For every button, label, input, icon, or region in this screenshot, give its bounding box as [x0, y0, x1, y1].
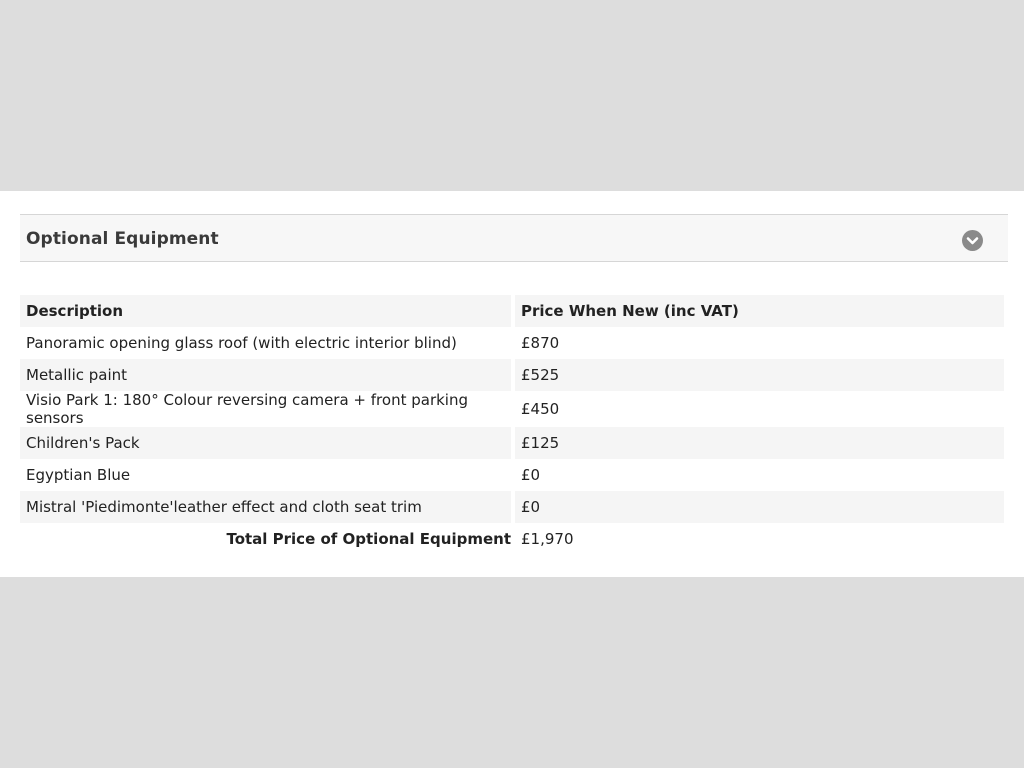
row-description: Visio Park 1: 180° Colour reversing camera + front parking sensors: [20, 391, 511, 427]
table-row: [20, 427, 1004, 459]
row-price: £125: [515, 427, 1004, 459]
row-price: £870: [515, 327, 1004, 359]
row-price: £450: [515, 391, 1004, 427]
total-row: [20, 523, 1004, 555]
section-title: Optional Equipment: [26, 229, 219, 249]
optional-equipment-header[interactable]: [20, 214, 1008, 262]
row-description: Children's Pack: [20, 427, 511, 459]
row-description: Egyptian Blue: [20, 459, 511, 491]
optional-equipment-panel: [0, 191, 1024, 577]
header-description: Description: [20, 295, 511, 327]
optional-equipment-table: [20, 295, 1004, 555]
header-price: Price When New (inc VAT): [515, 295, 1004, 327]
row-price: £0: [515, 491, 1004, 523]
table-row: [20, 391, 1004, 427]
row-price: £525: [515, 359, 1004, 391]
row-description: Panoramic opening glass roof (with electric interior blind): [20, 327, 511, 359]
total-value: £1,970: [515, 523, 1004, 555]
table-row: [20, 491, 1004, 523]
row-description: Metallic paint: [20, 359, 511, 391]
row-price: £0: [515, 459, 1004, 491]
total-label: Total Price of Optional Equipment: [20, 523, 511, 555]
table-row: [20, 327, 1004, 359]
table-header-row: [20, 295, 1004, 327]
table-row: [20, 359, 1004, 391]
table-row: [20, 459, 1004, 491]
row-description: Mistral 'Piedimonte'leather effect and cloth seat trim: [20, 491, 511, 523]
chevron-down-icon[interactable]: [962, 230, 983, 251]
